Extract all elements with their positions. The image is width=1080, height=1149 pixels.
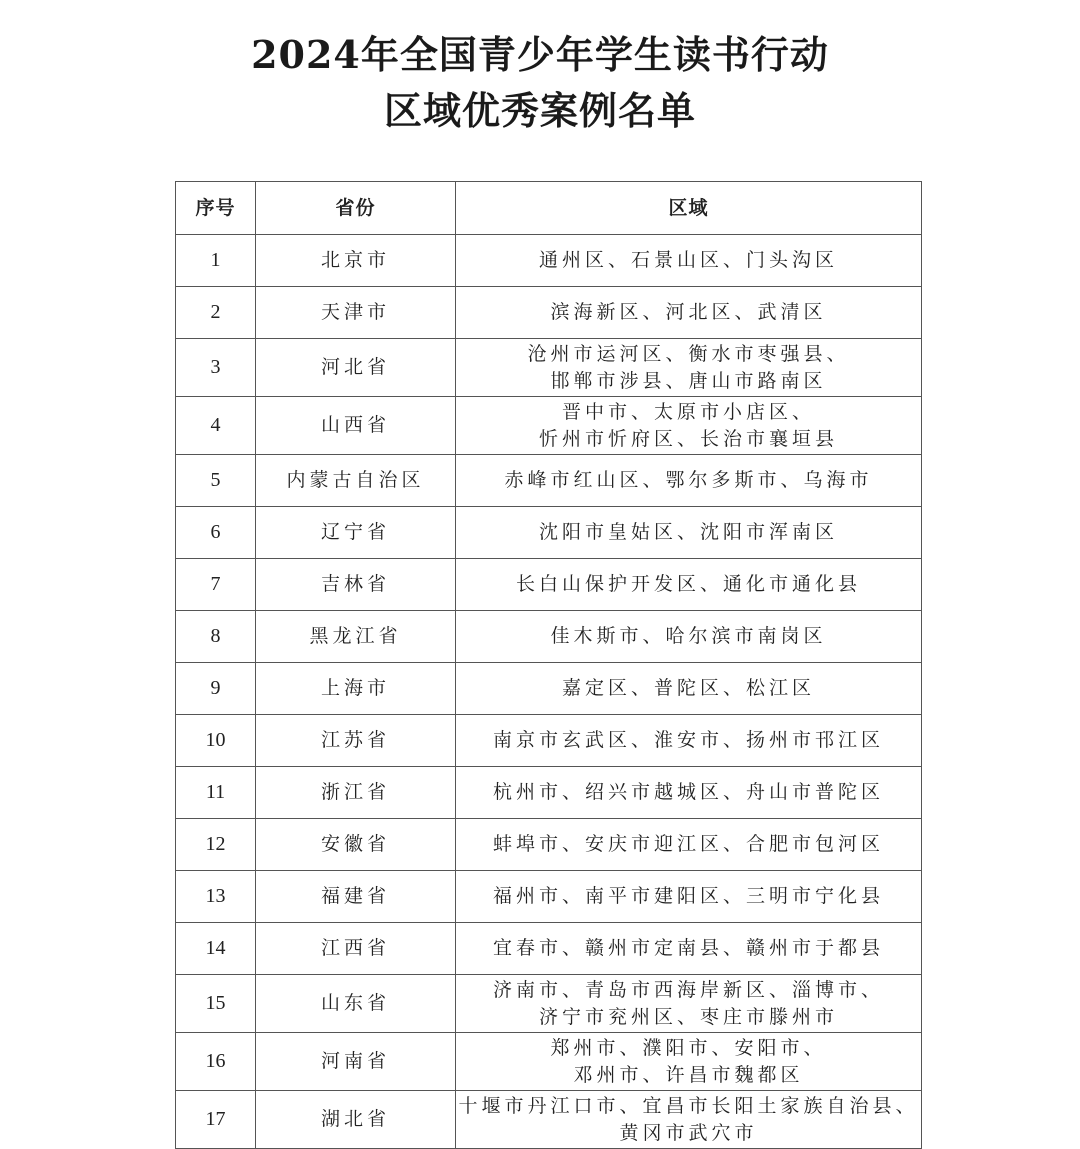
row-region	[456, 715, 922, 767]
table-row	[176, 767, 922, 819]
row-region	[456, 339, 922, 397]
row-province: 河北省	[256, 339, 456, 397]
region-line: 济宁市兖州区、枣庄市滕州市	[538, 1005, 838, 1028]
table-row	[176, 715, 922, 767]
region-line: 佳木斯市、哈尔滨市南岗区	[550, 625, 827, 647]
region-line: 郑州市、濮阳市、安阳市、	[550, 1036, 827, 1059]
row-province: 辽宁省	[256, 507, 456, 559]
row-number: 9	[176, 663, 256, 715]
table-body	[176, 235, 922, 1149]
row-region	[456, 663, 922, 715]
row-province: 吉林省	[256, 559, 456, 611]
table-header-row	[176, 182, 922, 235]
row-region	[456, 767, 922, 819]
region-line: 宜春市、赣州市定南县、赣州市于都县	[492, 937, 884, 959]
row-province: 河南省	[256, 1033, 456, 1091]
header-region: 区域	[456, 182, 922, 235]
case-list-table	[175, 181, 922, 1149]
region-line: 杭州市、绍兴市越城区、舟山市普陀区	[492, 781, 884, 803]
region-line: 邓州市、许昌市魏都区	[573, 1063, 804, 1086]
table-row	[176, 287, 922, 339]
region-line: 滨海新区、河北区、武清区	[550, 301, 827, 323]
row-region	[456, 235, 922, 287]
row-province: 江苏省	[256, 715, 456, 767]
table-row	[176, 1091, 922, 1149]
row-number: 4	[176, 397, 256, 455]
table-row	[176, 507, 922, 559]
row-region	[456, 923, 922, 975]
row-number: 14	[176, 923, 256, 975]
row-province: 上海市	[256, 663, 456, 715]
row-province: 福建省	[256, 871, 456, 923]
table-row	[176, 339, 922, 397]
row-region	[456, 975, 922, 1033]
row-number: 12	[176, 819, 256, 871]
row-province: 天津市	[256, 287, 456, 339]
table-row	[176, 611, 922, 663]
table-row	[176, 1033, 922, 1091]
region-line: 南京市玄武区、淮安市、扬州市邗江区	[492, 729, 884, 751]
row-region	[456, 287, 922, 339]
row-province: 湖北省	[256, 1091, 456, 1149]
row-province: 内蒙古自治区	[256, 455, 456, 507]
row-province: 北京市	[256, 235, 456, 287]
table-row	[176, 923, 922, 975]
region-line: 沈阳市皇姑区、沈阳市浑南区	[538, 521, 838, 543]
row-region	[456, 1033, 922, 1091]
row-number: 17	[176, 1091, 256, 1149]
table-row	[176, 975, 922, 1033]
header-number: 序号	[176, 182, 256, 235]
table-row	[176, 455, 922, 507]
row-number: 6	[176, 507, 256, 559]
row-number: 2	[176, 287, 256, 339]
row-number: 3	[176, 339, 256, 397]
row-number: 5	[176, 455, 256, 507]
row-region	[456, 819, 922, 871]
row-region	[456, 611, 922, 663]
region-line: 晋中市、太原市小店区、	[561, 400, 815, 423]
table-row	[176, 235, 922, 287]
row-number: 10	[176, 715, 256, 767]
row-province: 浙江省	[256, 767, 456, 819]
table-row	[176, 871, 922, 923]
document-title-line-1: 2024年全国青少年学生读书行动	[251, 32, 829, 77]
row-region	[456, 559, 922, 611]
table-row	[176, 819, 922, 871]
region-line: 黄冈市武穴市	[619, 1121, 758, 1144]
row-region	[456, 455, 922, 507]
region-line: 赤峰市红山区、鄂尔多斯市、乌海市	[504, 469, 873, 491]
header-province: 省份	[256, 182, 456, 235]
region-line: 长白山保护开发区、通化市通化县	[515, 573, 861, 595]
table-row	[176, 397, 922, 455]
region-line: 忻州市忻府区、长治市襄垣县	[538, 427, 838, 450]
table-row	[176, 559, 922, 611]
row-number: 7	[176, 559, 256, 611]
document-title-line-2: 区域优秀案例名单	[383, 88, 696, 133]
row-number: 13	[176, 871, 256, 923]
row-region	[456, 1091, 922, 1149]
region-line: 蚌埠市、安庆市迎江区、合肥市包河区	[492, 833, 884, 855]
row-region	[456, 507, 922, 559]
row-number: 16	[176, 1033, 256, 1091]
row-province: 山东省	[256, 975, 456, 1033]
row-province: 山西省	[256, 397, 456, 455]
region-line: 福州市、南平市建阳区、三明市宁化县	[492, 885, 884, 907]
row-province: 江西省	[256, 923, 456, 975]
row-region	[456, 871, 922, 923]
row-number: 8	[176, 611, 256, 663]
row-region	[456, 397, 922, 455]
region-line: 邯郸市涉县、唐山市路南区	[550, 369, 827, 392]
row-number: 11	[176, 767, 256, 819]
region-line: 沧州市运河区、衡水市枣强县、	[527, 342, 850, 365]
region-line: 嘉定区、普陀区、松江区	[561, 677, 815, 699]
row-number: 15	[176, 975, 256, 1033]
row-province: 黑龙江省	[256, 611, 456, 663]
row-province: 安徽省	[256, 819, 456, 871]
region-line: 十堰市丹江口市、宜昌市长阳土家族自治县、	[458, 1094, 919, 1117]
table-row	[176, 663, 922, 715]
region-line: 济南市、青岛市西海岸新区、淄博市、	[492, 978, 884, 1001]
row-number: 1	[176, 235, 256, 287]
region-line: 通州区、石景山区、门头沟区	[538, 249, 838, 271]
